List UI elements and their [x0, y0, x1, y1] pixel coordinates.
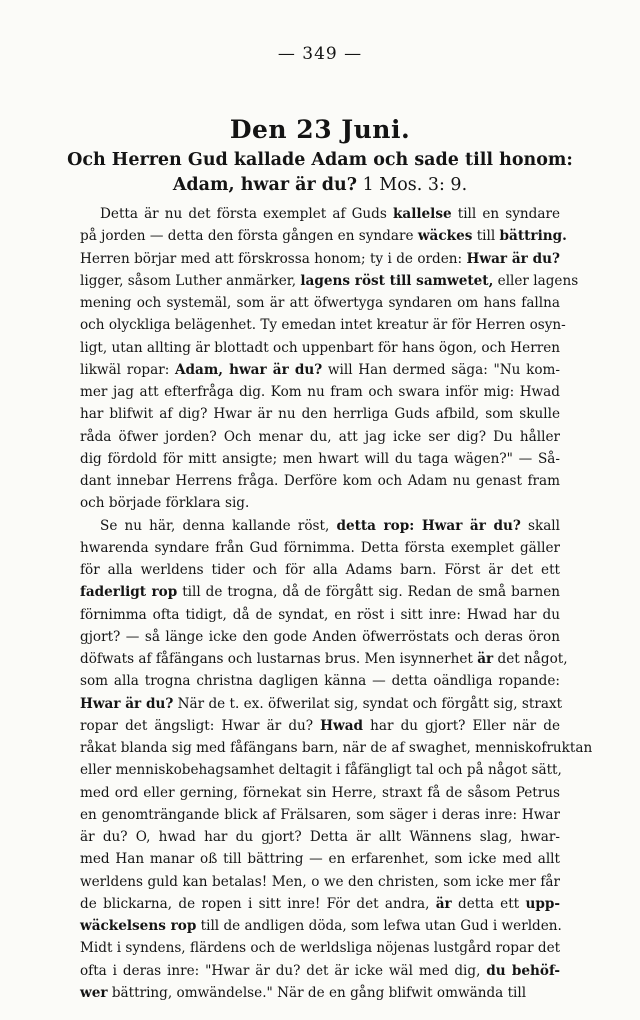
text-span: och började förklara sig. — [80, 495, 250, 512]
text-span: werldens guld kan betalas! Men, o we den christen, som icke mer får — [80, 873, 560, 890]
emphasis-span: bättring. — [499, 228, 567, 245]
text-span: ofta i deras inre: "Hwar är du? det är icke wäl med dig, — [80, 962, 487, 979]
text-span: will Han dermed säga: "Nu kom- — [322, 361, 560, 378]
emphasis-span: Hwar är du? — [466, 250, 560, 267]
text-line — [80, 759, 560, 781]
text-line — [80, 537, 560, 559]
text-span: för alla werldens tider och för alla Adams barn. Först är det ett — [80, 562, 560, 578]
text-span: på jorden — detta den första gången en syndare — [80, 228, 418, 245]
text-line — [80, 826, 560, 848]
text-span: ligger, såsom Luther anmärker, — [80, 272, 301, 289]
text-line — [80, 492, 560, 514]
emphasis-span: lagens röst till samwetet, — [300, 272, 494, 289]
verse-reference: 1 Mos. 3: 9. — [357, 175, 468, 195]
text-line — [80, 960, 560, 982]
text-line — [80, 737, 593, 759]
text-line — [80, 314, 566, 336]
emphasis-span: Adam, hwar är du? — [175, 361, 323, 378]
text-span: Midt i syndens, flärdens och de werldsliga nöjenas lustgård ropar det — [80, 940, 561, 957]
text-span: Herren börjar med att förskrossa honom; ty i de orden: — [80, 250, 467, 267]
text-line — [80, 225, 567, 247]
verse-quote: Adam, hwar är du? — [172, 175, 358, 195]
text-line — [80, 426, 560, 448]
text-span: har blifwit af dig? Hwar är nu den herrliga Guds afbild, som skulle — [80, 406, 560, 423]
text-line — [80, 292, 560, 314]
emphasis-span: kallelse — [392, 206, 452, 222]
text-span: och olyckliga belägenhet. Ty emedan intet kreatur är för Herren osyn- — [80, 317, 566, 334]
text-span: detta ett — [451, 895, 526, 912]
emphasis-span: du behöf- — [486, 962, 560, 979]
emphasis-span: detta rop: Hwar är du? — [336, 517, 521, 534]
text-span: mening och systemäl, som är att öfwertyga syndaren om hans fallna — [80, 295, 560, 311]
text-line — [80, 448, 560, 470]
text-line — [80, 604, 560, 626]
page-title: Den 23 Juni. — [229, 115, 411, 144]
body-text — [80, 203, 593, 1004]
text-span: har du gjort? Eller när de — [363, 717, 561, 734]
text-line — [80, 937, 560, 959]
emphasis-span: wer — [80, 984, 108, 1001]
text-span: döfwats af fåfängans och lustarnas brus. Men isynnerhet — [80, 651, 478, 667]
text-span: ligt, utan allting är blottadt och uppenbart för hans ögon, och Herren — [80, 339, 560, 356]
text-line — [80, 915, 560, 937]
text-span: som alla trogna christna dagligen känna — detta oändliga ropande: — [80, 673, 560, 690]
text-span: råkat blanda sig med fåfängans barn, när de af swaghet, menniskofruktan — [80, 740, 593, 756]
text-line — [80, 248, 560, 270]
emphasis-span: wäckes — [417, 228, 473, 245]
text-span: hwarenda syndare från Gud förnimma. Detta första exemplet gäller — [80, 539, 560, 556]
text-line — [80, 871, 560, 893]
text-line — [80, 403, 560, 425]
verse-line-1: Och Herren Gud kallade Adam och sade till honom: — [67, 150, 573, 170]
text-line — [80, 337, 560, 359]
text-span: dant innebar Herrens fråga. Derföre kom och Adam nu genast fram — [80, 473, 560, 489]
emphasis-span: Hwad — [320, 717, 364, 734]
text-line — [80, 626, 560, 648]
text-line — [80, 693, 563, 715]
text-line — [80, 581, 560, 603]
emphasis-span: upp- — [525, 895, 560, 912]
text-span: När de t. ex. öfwerilat sig, syndat och förgått sig, straxt — [173, 695, 563, 712]
text-span: likwäl ropar: — [80, 361, 175, 378]
text-line — [80, 648, 568, 670]
text-span: mer jag att efterfråga dig. Kom nu fram och swara inför mig: Hwad — [80, 384, 560, 400]
text-span: till en syndare — [451, 206, 560, 222]
text-line — [80, 381, 560, 403]
text-span: förnimma ofta tidigt, då de syndat, en röst i sitt inre: Hwad har du — [80, 606, 560, 623]
text-line — [80, 670, 560, 692]
text-span: är du? O, hwad har du gjort? Detta är allt Wännens slag, hwar- — [80, 829, 560, 845]
text-span: till de trogna, då de förgått sig. Redan de små barnen — [177, 584, 560, 601]
text-line — [80, 982, 560, 1004]
text-line — [80, 515, 560, 537]
emphasis-span: faderligt rop — [80, 584, 178, 601]
text-line — [80, 782, 560, 804]
page-number: — 349 — — [277, 44, 363, 64]
text-span: gjort? — så länge icke den gode Anden öfwerröstats och deras öron — [80, 628, 560, 645]
text-line — [80, 893, 560, 915]
text-span: till — [472, 228, 500, 245]
text-line — [80, 715, 560, 737]
emphasis-span: är — [477, 651, 494, 667]
bible-verse — [60, 148, 580, 198]
text-span: eller menniskobehagsamhet deltagit i fåfängligt tal och på något sätt, — [80, 762, 562, 779]
text-line — [80, 270, 579, 292]
text-line — [80, 359, 560, 381]
emphasis-span: Hwar är du? — [80, 695, 174, 712]
text-span: skall — [520, 517, 560, 534]
emphasis-span: wäckelsens rop — [80, 918, 197, 934]
text-span: bättring, omwändelse." När de en gång blifwit omwända till — [107, 984, 527, 1001]
text-span: råda öfwer jorden? Och menar du, att jag icke ser dig? Du håller — [80, 428, 560, 445]
text-span: dig fördold för mitt ansigte; men hwart will du taga wägen?" — Så- — [80, 450, 560, 467]
text-span: ropar det ängsligt: Hwar är du? — [80, 717, 321, 734]
verse-line-2 — [60, 173, 580, 198]
text-span: med ord eller gerning, förnekat sin Herre, straxt få de såsom Petrus — [80, 784, 560, 801]
text-line — [80, 848, 560, 870]
emphasis-span: är — [435, 895, 452, 912]
text-line — [80, 559, 560, 581]
text-line — [80, 203, 560, 225]
text-span: Se nu här, denna kallande röst, — [100, 517, 337, 534]
text-span: eller lagens — [493, 272, 579, 289]
text-span: Detta är nu det första exemplet af Guds — [100, 206, 393, 222]
text-span: det något, — [493, 651, 568, 667]
text-span: med Han manar oß till bättring — en erfarenhet, som icke med allt — [80, 851, 560, 868]
text-span: de blickarna, de ropen i sitt inre! För det andra, — [80, 895, 436, 912]
text-span: till de andligen döda, som lefwa utan Gud i werlden. — [196, 918, 562, 934]
text-line — [80, 804, 560, 826]
text-line — [80, 470, 560, 492]
text-span: en genomträngande blick af Frälsaren, som säger i deras inre: Hwar — [80, 806, 560, 823]
